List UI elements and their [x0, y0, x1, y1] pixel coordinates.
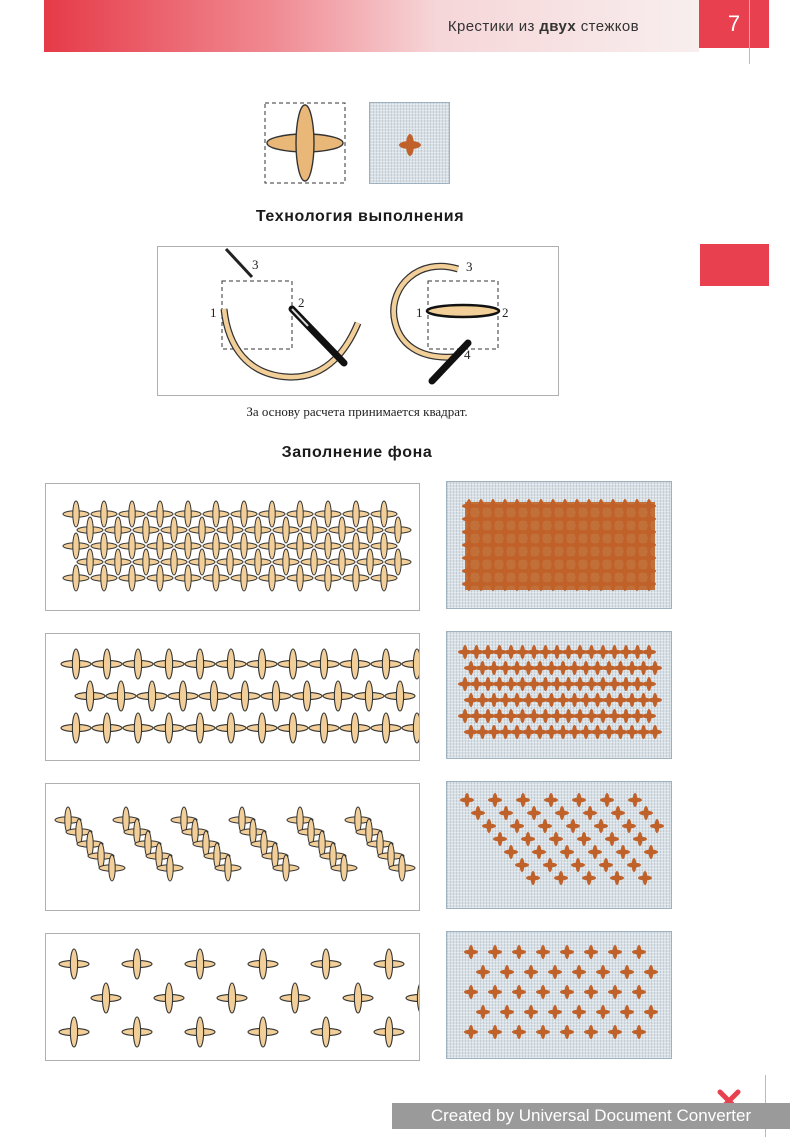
cross-stitch	[248, 949, 278, 979]
stitch-mark	[642, 645, 656, 659]
cross-stitch	[154, 649, 184, 679]
cross-stitch	[123, 649, 153, 679]
stitch-mark	[620, 965, 634, 979]
stitch-mark	[555, 806, 569, 820]
stitch-mark	[560, 945, 574, 959]
cross-stitch	[374, 949, 404, 979]
cross-stitch	[248, 1017, 278, 1047]
page-title	[448, 18, 639, 35]
diagram-left-label-2: 2	[298, 295, 305, 310]
cross-stitch	[59, 949, 89, 979]
stitch-mark	[504, 845, 518, 859]
diagram-left-label-1: 1	[210, 305, 217, 320]
cross-stitch	[63, 501, 89, 527]
cross-stitch	[91, 533, 117, 559]
stitch-mark	[476, 1005, 490, 1019]
cross-stitch	[123, 713, 153, 743]
cross-stitch	[91, 565, 117, 591]
cross-stitch	[106, 681, 136, 711]
cross-stitch	[261, 681, 291, 711]
stitch-mark	[642, 677, 656, 691]
cross-stitch	[245, 517, 271, 543]
cross-stitch	[63, 533, 89, 559]
stitch-mark	[460, 793, 474, 807]
pattern-sample-3	[446, 781, 672, 909]
pattern-sample-2	[446, 631, 672, 759]
cross-stitch	[185, 713, 215, 743]
stitch-mark	[644, 965, 658, 979]
stitch-mark	[572, 1005, 586, 1019]
stitch-mark	[488, 1025, 502, 1039]
cross-stitch	[154, 713, 184, 743]
cross-stitch	[371, 713, 401, 743]
stitch-mark	[584, 1025, 598, 1039]
cross-stitch	[61, 649, 91, 679]
stitch-mark	[543, 858, 557, 872]
single-cross-diagram	[264, 102, 346, 184]
cross-stitch	[354, 681, 384, 711]
cross-stitch	[343, 533, 369, 559]
stitch-mark	[644, 1005, 658, 1019]
cross-stitch	[147, 501, 173, 527]
cross-stitch	[309, 713, 339, 743]
fill-heading: Заполнение фона	[281, 444, 433, 461]
pattern-diagram-4	[45, 933, 420, 1061]
stitch-mark	[471, 806, 485, 820]
cross-stitch	[343, 983, 373, 1013]
stitch-mark	[583, 806, 597, 820]
cross-stitch	[287, 501, 313, 527]
stitch-mark	[536, 945, 550, 959]
cross-stitch	[247, 649, 277, 679]
stitch-mark	[566, 819, 580, 833]
pattern-diagram-2	[45, 633, 420, 761]
diagram-right-label-2: 2	[502, 305, 509, 320]
stitch-mark	[524, 1005, 538, 1019]
page-number: 7	[699, 0, 769, 48]
cross-stitch	[154, 983, 184, 1013]
stitch-mark	[548, 1005, 562, 1019]
stitch-mark	[488, 985, 502, 999]
cross-stitch	[77, 517, 103, 543]
cross-stitch	[323, 681, 353, 711]
side-tab	[700, 244, 769, 286]
cross-stitch	[122, 949, 152, 979]
cross-stitch	[199, 681, 229, 711]
stitch-mark	[588, 845, 602, 859]
cross-stitch	[343, 565, 369, 591]
technique-heading: Технология выполнения	[255, 208, 465, 225]
cross-stitch	[75, 681, 105, 711]
stitch-mark	[532, 845, 546, 859]
stitch-mark	[632, 985, 646, 999]
cross-stitch	[357, 549, 383, 575]
header-band	[44, 0, 699, 52]
cross-stitch	[105, 549, 131, 575]
cross-stitch	[231, 565, 257, 591]
stitch-mark	[605, 832, 619, 846]
cross-stitch	[168, 681, 198, 711]
cross-stitch	[278, 649, 308, 679]
cross-stitch	[91, 983, 121, 1013]
stitch-mark	[639, 806, 653, 820]
cross-stitch	[374, 1017, 404, 1047]
stitch-mark	[515, 858, 529, 872]
cross-stitch	[92, 649, 122, 679]
diagram-right-label-1: 1	[416, 305, 423, 320]
stitch-mark	[571, 858, 585, 872]
cross-stitch	[311, 949, 341, 979]
stitch-mark	[582, 871, 596, 885]
stitch-mark	[554, 871, 568, 885]
cross-stitch	[371, 501, 397, 527]
cross-stitch	[309, 649, 339, 679]
title-post: стежков	[576, 18, 639, 35]
stitch-mark	[600, 793, 614, 807]
cross-stitch	[273, 549, 299, 575]
cross-stitch	[371, 533, 397, 559]
stitch-mark	[512, 985, 526, 999]
stitch-mark	[650, 819, 664, 833]
cross-stitch	[217, 983, 247, 1013]
stitch-mark	[608, 945, 622, 959]
cross-stitch	[280, 983, 310, 1013]
stitch-mark	[627, 858, 641, 872]
stitch-mark	[560, 845, 574, 859]
stitch-mark	[648, 693, 662, 707]
cross-stitch	[259, 565, 285, 591]
cross-stitch	[329, 549, 355, 575]
cross-stitch	[92, 713, 122, 743]
stitch-mark	[510, 819, 524, 833]
stitch-mark	[464, 985, 478, 999]
stitch-mark	[512, 945, 526, 959]
technique-diagram	[157, 246, 559, 396]
stitch-mark	[628, 793, 642, 807]
cross-stitch	[185, 649, 215, 679]
stitch-mark	[521, 832, 535, 846]
stitch-mark	[476, 965, 490, 979]
cross-stitch	[230, 681, 260, 711]
cross-stitch	[340, 649, 370, 679]
cross-stitch	[61, 713, 91, 743]
pattern-sample-1	[446, 481, 672, 609]
cross-stitch	[77, 549, 103, 575]
cross-stitch	[185, 1017, 215, 1047]
cross-stitch	[122, 1017, 152, 1047]
cross-stitch	[216, 713, 246, 743]
cross-stitch	[189, 549, 215, 575]
stitch-mark	[608, 1025, 622, 1039]
stitch-mark	[616, 845, 630, 859]
stitch-mark	[608, 985, 622, 999]
cross-stitch	[59, 1017, 89, 1047]
stitch-mark	[622, 819, 636, 833]
stitch-mark	[596, 1005, 610, 1019]
cross-stitch	[185, 949, 215, 979]
cross-stitch	[217, 549, 243, 575]
stitch-mark	[584, 945, 598, 959]
cross-stitch	[315, 533, 341, 559]
title-pre: Крестики из	[447, 18, 540, 35]
cross-stitch	[287, 533, 313, 559]
stitch-mark	[499, 806, 513, 820]
cross-stitch	[63, 565, 89, 591]
cross-stitch	[203, 501, 229, 527]
stitch-mark	[632, 1025, 646, 1039]
stitch-mark	[493, 832, 507, 846]
cross-stitch	[329, 517, 355, 543]
stitch-mark	[577, 832, 591, 846]
cross-stitch	[371, 565, 397, 591]
stitch-mark	[512, 1025, 526, 1039]
title-bold: двух	[539, 18, 577, 35]
cross-stitch	[385, 517, 411, 543]
stitch-mark	[488, 945, 502, 959]
stitch-mark	[638, 871, 652, 885]
cross-stitch	[137, 681, 167, 711]
stitch-mark	[549, 832, 563, 846]
stitch-mark	[572, 965, 586, 979]
stitch-mark	[526, 871, 540, 885]
single-cross-sample	[369, 102, 450, 184]
diagram-left-label-3: 3	[252, 257, 259, 272]
stitch-mark	[536, 1025, 550, 1039]
diagram-right-label-4: 4	[464, 347, 471, 362]
cross-stitch	[301, 517, 327, 543]
cross-stitch	[161, 549, 187, 575]
cross-stitch	[119, 565, 145, 591]
stitch-mark	[544, 793, 558, 807]
stitch-mark	[488, 793, 502, 807]
stitch-mark	[644, 845, 658, 859]
pattern-diagram-3	[45, 783, 420, 911]
cross-stitch	[133, 549, 159, 575]
cross-stitch	[273, 517, 299, 543]
cross-stitch	[402, 713, 419, 743]
stitch-mark	[524, 965, 538, 979]
stitch-mark	[536, 985, 550, 999]
cross-stitch	[105, 517, 131, 543]
cross-stitch	[287, 565, 313, 591]
stitch-mark	[482, 819, 496, 833]
cross-stitch	[175, 533, 201, 559]
cross-stitch	[175, 501, 201, 527]
stitch-mark	[464, 945, 478, 959]
vertical-rule	[749, 0, 750, 64]
cross-stitch	[357, 517, 383, 543]
stitch-mark	[648, 661, 662, 675]
cross-stitch	[189, 517, 215, 543]
stitch-mark	[620, 1005, 634, 1019]
diagram-right-label-3: 3	[466, 259, 473, 274]
pattern-diagram-1	[45, 483, 420, 611]
stitch-mark	[572, 793, 586, 807]
cross-stitch	[292, 681, 322, 711]
cross-stitch	[175, 565, 201, 591]
cross-stitch	[133, 517, 159, 543]
pattern-sample-4	[446, 931, 672, 1059]
cross-stitch	[406, 983, 419, 1013]
cross-stitch	[161, 517, 187, 543]
cross-stitch	[245, 549, 271, 575]
cross-stitch	[315, 501, 341, 527]
cross-stitch	[301, 549, 327, 575]
cross-stitch	[259, 501, 285, 527]
stitch-mark	[464, 1025, 478, 1039]
cross-stitch	[147, 565, 173, 591]
stitch-mark	[584, 985, 598, 999]
cross-stitch	[231, 501, 257, 527]
cross-stitch	[91, 501, 117, 527]
stitch-mark	[500, 1005, 514, 1019]
stitch-mark	[642, 709, 656, 723]
stitch-mark	[594, 819, 608, 833]
cross-stitch	[119, 533, 145, 559]
stitch-mark	[596, 965, 610, 979]
cross-stitch	[315, 565, 341, 591]
cross-stitch	[217, 517, 243, 543]
cross-stitch	[340, 713, 370, 743]
stitch-mark	[599, 858, 613, 872]
cross-stitch	[311, 1017, 341, 1047]
diagram-caption: За основу расчета принимается квадрат.	[246, 404, 468, 419]
cross-stitch	[259, 533, 285, 559]
cross-stitch	[119, 501, 145, 527]
stitch-mark	[633, 832, 647, 846]
cross-stitch	[385, 549, 411, 575]
stitch-mark	[610, 871, 624, 885]
stitch-mark	[538, 819, 552, 833]
cross-stitch	[247, 713, 277, 743]
stitch-mark	[500, 965, 514, 979]
stitch-mark	[527, 806, 541, 820]
cross-stitch	[385, 681, 415, 711]
stitch-mark	[548, 965, 562, 979]
cross-stitch	[203, 565, 229, 591]
cross-stitch	[216, 649, 246, 679]
cross-stitch	[203, 533, 229, 559]
watermark: Created by Universal Document Converter	[392, 1103, 790, 1129]
cross-stitch	[147, 533, 173, 559]
stitch-mark	[560, 985, 574, 999]
stitch-mark	[632, 945, 646, 959]
cross-stitch	[278, 713, 308, 743]
stitch-mark	[648, 725, 662, 739]
cross-stitch	[402, 649, 419, 679]
cross-stitch	[371, 649, 401, 679]
stitch-mark	[516, 793, 530, 807]
stitch-mark	[611, 806, 625, 820]
cross-stitch	[231, 533, 257, 559]
cross-stitch	[343, 501, 369, 527]
stitch-mark	[560, 1025, 574, 1039]
